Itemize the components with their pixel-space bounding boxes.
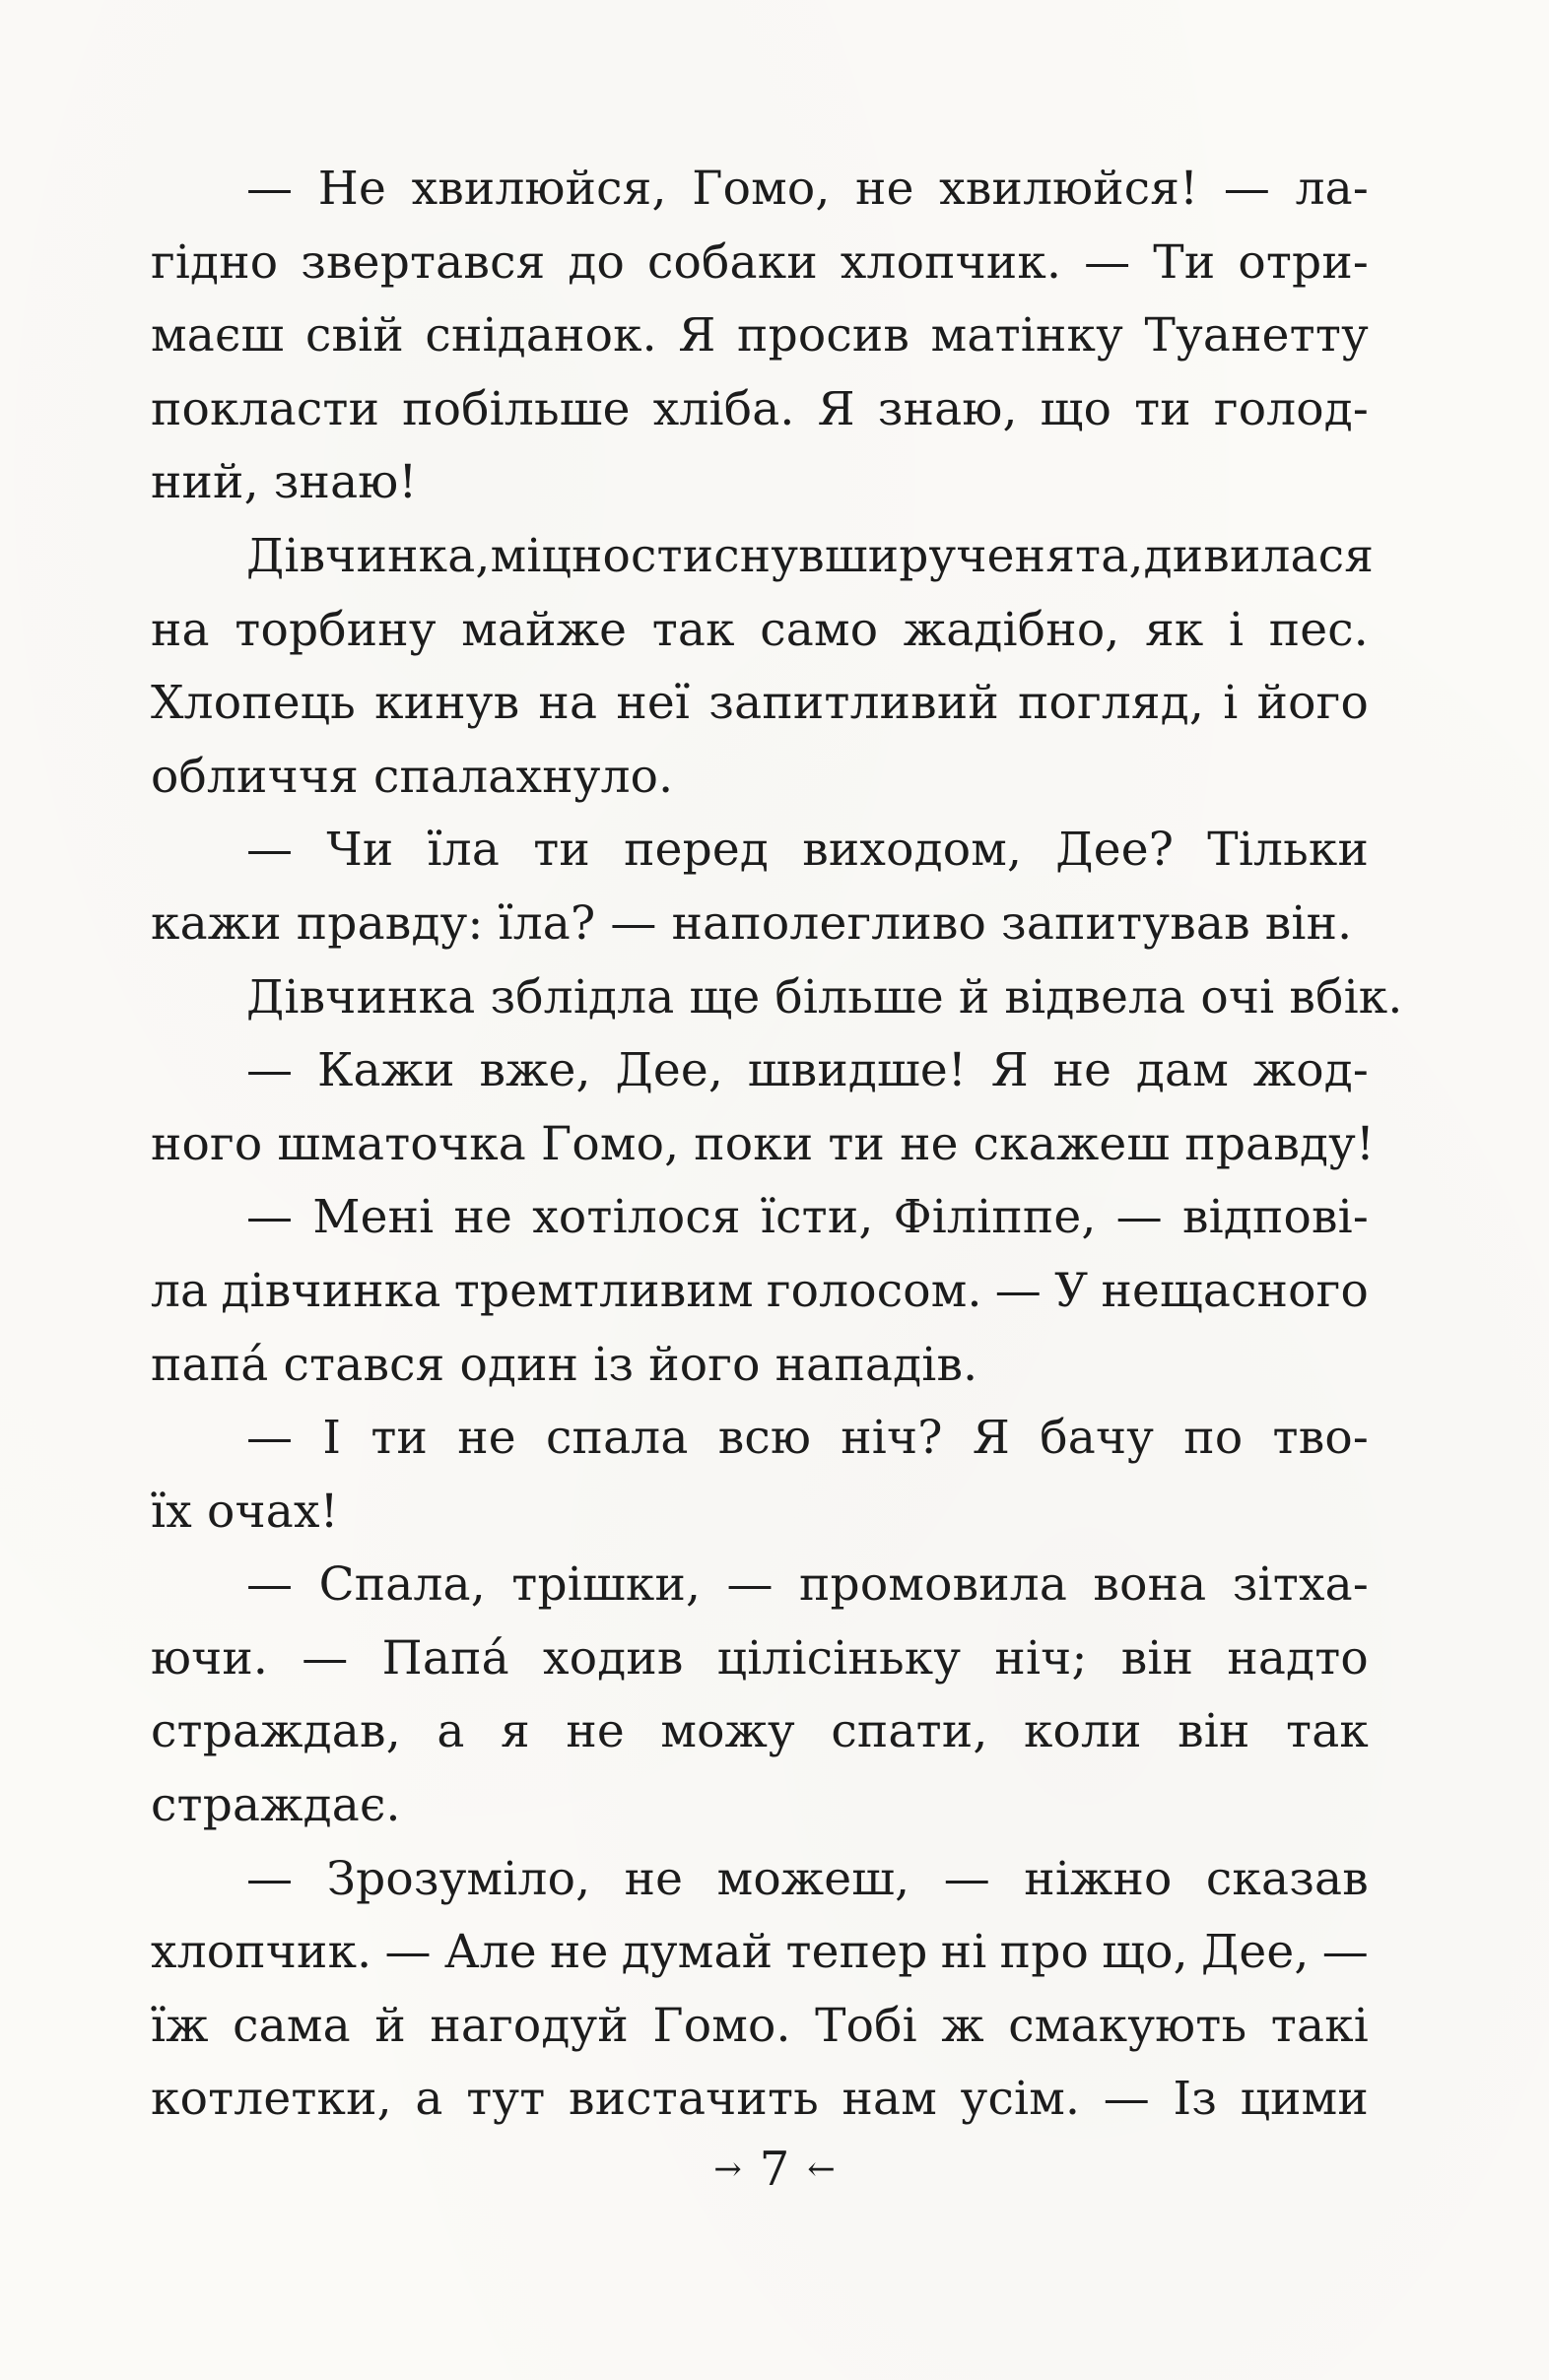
word: їж <box>151 1998 209 2053</box>
word: І <box>322 1411 342 1466</box>
word: Філіппе, <box>893 1190 1097 1245</box>
word: Спала, <box>318 1557 486 1613</box>
word: Тільки <box>1207 823 1369 878</box>
word: промовила <box>799 1557 1068 1613</box>
text-line <box>151 153 1369 227</box>
word: Кажи <box>316 1043 455 1098</box>
word: дам <box>1135 1043 1230 1098</box>
word: неї <box>616 676 691 731</box>
word: Дее, <box>615 1043 724 1098</box>
word: — <box>1103 2072 1150 2127</box>
word: — <box>1115 1190 1163 1245</box>
word: що <box>1040 381 1112 436</box>
word: свій <box>304 308 404 364</box>
word: — <box>246 1411 294 1466</box>
word: не <box>550 1925 609 1980</box>
word: до <box>568 234 626 290</box>
word: всю <box>717 1411 812 1466</box>
word: він <box>1178 1704 1250 1759</box>
text-line <box>151 446 1369 520</box>
word: ти <box>828 1116 886 1171</box>
word: спалахнуло. <box>372 749 674 804</box>
word: У <box>1054 1263 1089 1318</box>
word: кинув <box>374 676 520 731</box>
word: Але <box>443 1925 537 1980</box>
word: можеш, <box>716 1851 910 1906</box>
word: нападів. <box>774 1337 978 1392</box>
page-number: 7 <box>759 2142 790 2197</box>
word: страждав, <box>151 1704 401 1759</box>
word: Гомо, <box>541 1116 680 1171</box>
word: а <box>437 1704 465 1759</box>
word: ний, <box>151 455 259 510</box>
word: нам <box>842 2072 938 2127</box>
word: ла- <box>1295 162 1369 216</box>
word: на <box>151 602 210 657</box>
word: Чи <box>326 823 394 878</box>
word: Я <box>990 1043 1029 1098</box>
text-line <box>151 227 1369 300</box>
word: вбік. <box>1289 969 1403 1025</box>
word: відвела <box>1004 969 1186 1025</box>
word: сказав <box>1205 1851 1369 1906</box>
word: тремтливим <box>453 1263 754 1318</box>
word: обличчя <box>151 749 359 804</box>
word: він. <box>1264 895 1353 951</box>
text-line <box>151 1695 1369 1769</box>
word: маєш <box>151 308 285 364</box>
text-line <box>151 520 1375 594</box>
word: вона <box>1093 1557 1207 1613</box>
word: хвилюйся! <box>939 162 1199 216</box>
body-text <box>151 153 1403 2137</box>
word: пес. <box>1268 602 1369 657</box>
word: а <box>415 2072 443 2127</box>
word: Хлопець <box>151 676 356 731</box>
word: кажи <box>151 895 282 951</box>
word: ходив <box>543 1630 684 1686</box>
word: ні <box>940 1925 987 1980</box>
word: отри- <box>1238 234 1369 290</box>
word: зітха- <box>1232 1557 1369 1613</box>
word: бачу <box>1040 1411 1155 1466</box>
word: по <box>1183 1411 1244 1466</box>
word: зблідла <box>490 969 675 1025</box>
word: хлопчик. <box>840 234 1062 290</box>
word: правду! <box>1184 1116 1376 1171</box>
word: очах! <box>206 1484 339 1539</box>
word: смакують <box>1008 1998 1247 2053</box>
ornament-right-icon: ← <box>807 2149 836 2189</box>
word: спати, <box>831 1704 988 1759</box>
word: — <box>384 1925 432 1980</box>
word: вже, <box>479 1043 591 1098</box>
word: торбину <box>235 602 437 657</box>
word: — <box>1321 1925 1369 1980</box>
text-line <box>151 2063 1369 2137</box>
word: голосом. <box>766 1263 982 1318</box>
word: їла <box>427 823 501 878</box>
word: нагодуй <box>430 1998 629 2053</box>
word: і <box>1228 602 1245 657</box>
word: швидше! <box>747 1043 967 1098</box>
text-line <box>151 1255 1369 1329</box>
word: такі <box>1270 1998 1369 2053</box>
word: хлопчик. <box>151 1925 372 1980</box>
word: ючи. <box>151 1630 269 1686</box>
text-line <box>151 1916 1369 1990</box>
word: Тобі <box>815 1998 917 2053</box>
word: запитував <box>1001 895 1250 951</box>
word: ного <box>151 1116 263 1171</box>
word: тво- <box>1272 1411 1369 1466</box>
text-line <box>151 961 1403 1035</box>
word: Гомо. <box>652 1998 791 2053</box>
word: на <box>538 676 598 731</box>
word: поки <box>694 1116 814 1171</box>
word: ніжно <box>1024 1851 1173 1906</box>
word: — <box>246 1557 294 1613</box>
word: — <box>1223 162 1271 216</box>
word: й <box>958 969 990 1025</box>
text-line <box>151 1622 1369 1696</box>
word: Я <box>972 1411 1011 1466</box>
word: — <box>246 1190 294 1245</box>
word: перед <box>624 823 770 878</box>
text-line <box>151 373 1369 447</box>
word: просив <box>737 308 910 364</box>
word: ніч? <box>841 1411 943 1466</box>
word: він <box>1120 1630 1194 1686</box>
word: — <box>943 1851 990 1906</box>
word: більше <box>774 969 944 1025</box>
word: ще <box>689 969 761 1025</box>
word: страждає. <box>151 1778 401 1833</box>
word: матінку <box>930 308 1123 364</box>
word: Дее, <box>1200 1925 1310 1980</box>
word: рученята, <box>899 528 1144 583</box>
word: запитливий <box>708 676 999 731</box>
word: не <box>453 1190 513 1245</box>
word: скажеш <box>973 1116 1171 1171</box>
word: не <box>566 1704 625 1759</box>
word: Я <box>817 381 855 436</box>
word: надто <box>1227 1630 1369 1686</box>
word: не <box>855 162 914 216</box>
word: — <box>1084 234 1131 290</box>
text-line <box>151 814 1369 888</box>
word: трішки, <box>511 1557 702 1613</box>
text-line <box>151 667 1369 741</box>
word: папá <box>151 1337 269 1392</box>
word: Я <box>678 308 716 364</box>
word: можу <box>660 1704 795 1759</box>
word: Із <box>1173 2072 1218 2127</box>
word: так <box>651 602 735 657</box>
word: думай <box>621 1925 774 1980</box>
word: ніч; <box>994 1630 1088 1686</box>
word: й <box>374 1998 406 2053</box>
word: як <box>1144 602 1204 657</box>
text-line <box>151 1990 1369 2064</box>
ornament-left-icon: → <box>713 2149 742 2189</box>
word: жадібно, <box>903 602 1120 657</box>
word: вистачить <box>569 2072 819 2127</box>
word: не <box>1052 1043 1112 1098</box>
word: знаю, <box>877 381 1018 436</box>
text-line <box>151 1843 1369 1917</box>
word: — <box>726 1557 774 1613</box>
word: не <box>457 1411 516 1466</box>
word: їх <box>151 1484 192 1539</box>
word: Зрозуміло, <box>326 1851 591 1906</box>
word: нещасного <box>1101 1263 1369 1318</box>
word: із <box>593 1337 635 1392</box>
word: Дівчинка <box>246 969 476 1025</box>
text-line <box>151 299 1369 373</box>
word: хвилюйся, <box>411 162 667 216</box>
word: відпові- <box>1181 1190 1369 1245</box>
text-line <box>151 1108 1376 1182</box>
word: Папá <box>381 1630 509 1686</box>
word: — <box>246 162 294 216</box>
word: Дее? <box>1055 823 1175 878</box>
word: Мені <box>312 1190 435 1245</box>
word: стався <box>283 1337 445 1392</box>
word: його <box>1256 676 1369 731</box>
word: — <box>246 1043 294 1098</box>
text-line <box>151 1034 1369 1108</box>
word: один <box>459 1337 579 1392</box>
word: ти <box>533 823 590 878</box>
word: міцно <box>490 528 632 583</box>
word: сніданок. <box>425 308 657 364</box>
word: ла <box>151 1263 209 1318</box>
word: їсти, <box>760 1190 874 1245</box>
text-line <box>151 1769 1369 1843</box>
word: — <box>994 1263 1042 1318</box>
word: майже <box>461 602 628 657</box>
word: голод- <box>1213 381 1369 436</box>
text-line <box>151 888 1369 961</box>
word: побільше <box>402 381 631 436</box>
word: хотілося <box>532 1190 741 1245</box>
word: я <box>501 1704 530 1759</box>
word: сама <box>233 1998 351 2053</box>
word: наполегливо <box>671 895 987 951</box>
word: про <box>999 1925 1089 1980</box>
word: виходом, <box>802 823 1023 878</box>
text-line <box>151 741 1369 815</box>
word: само <box>760 602 879 657</box>
text-line <box>151 1402 1369 1476</box>
word: так <box>1286 1704 1369 1759</box>
word: Не <box>317 162 386 216</box>
word: стиснувши <box>631 528 900 583</box>
word: — <box>246 1851 294 1906</box>
word: Ти <box>1153 234 1216 290</box>
text-line <box>151 1329 1369 1403</box>
word: правду: <box>296 895 484 951</box>
word: їла? <box>498 895 596 951</box>
word: тут <box>466 2072 546 2127</box>
word: хліба. <box>652 381 795 436</box>
word: усім. <box>960 2072 1081 2127</box>
word: покласти <box>151 381 380 436</box>
word: дівчинка <box>221 1263 441 1318</box>
word: гідно <box>151 234 279 290</box>
word: знаю! <box>273 455 418 510</box>
word: Дівчинка, <box>246 528 491 583</box>
word: тепер <box>785 1925 928 1980</box>
word: — <box>302 1630 349 1686</box>
word: Гомо, <box>692 162 831 216</box>
text-line <box>151 1181 1369 1255</box>
word: Туанетту <box>1144 308 1369 364</box>
word: спала <box>546 1411 689 1466</box>
word: що, <box>1102 1925 1188 1980</box>
word: цілісіньку <box>716 1630 962 1686</box>
word: очі <box>1200 969 1275 1025</box>
word: не <box>624 1851 684 1906</box>
word: погляд, <box>1018 676 1205 731</box>
word: його <box>648 1337 761 1392</box>
text-line <box>151 594 1369 668</box>
word: — <box>610 895 657 951</box>
text-line <box>151 1476 1369 1550</box>
word: ти <box>1134 381 1191 436</box>
word: і <box>1223 676 1239 731</box>
word: ти <box>370 1411 429 1466</box>
word: собаки <box>647 234 818 290</box>
word: не <box>900 1116 959 1171</box>
page-number-footer <box>0 2140 1549 2203</box>
text-line <box>151 1549 1369 1622</box>
word: ж <box>941 1998 984 2053</box>
word: жод- <box>1252 1043 1369 1098</box>
word: шматочка <box>277 1116 526 1171</box>
word: цими <box>1240 2072 1369 2127</box>
word: — <box>246 823 294 878</box>
word: котлетки, <box>151 2072 392 2127</box>
word: коли <box>1023 1704 1142 1759</box>
word: дивилася <box>1143 528 1375 583</box>
word: звертався <box>301 234 546 290</box>
